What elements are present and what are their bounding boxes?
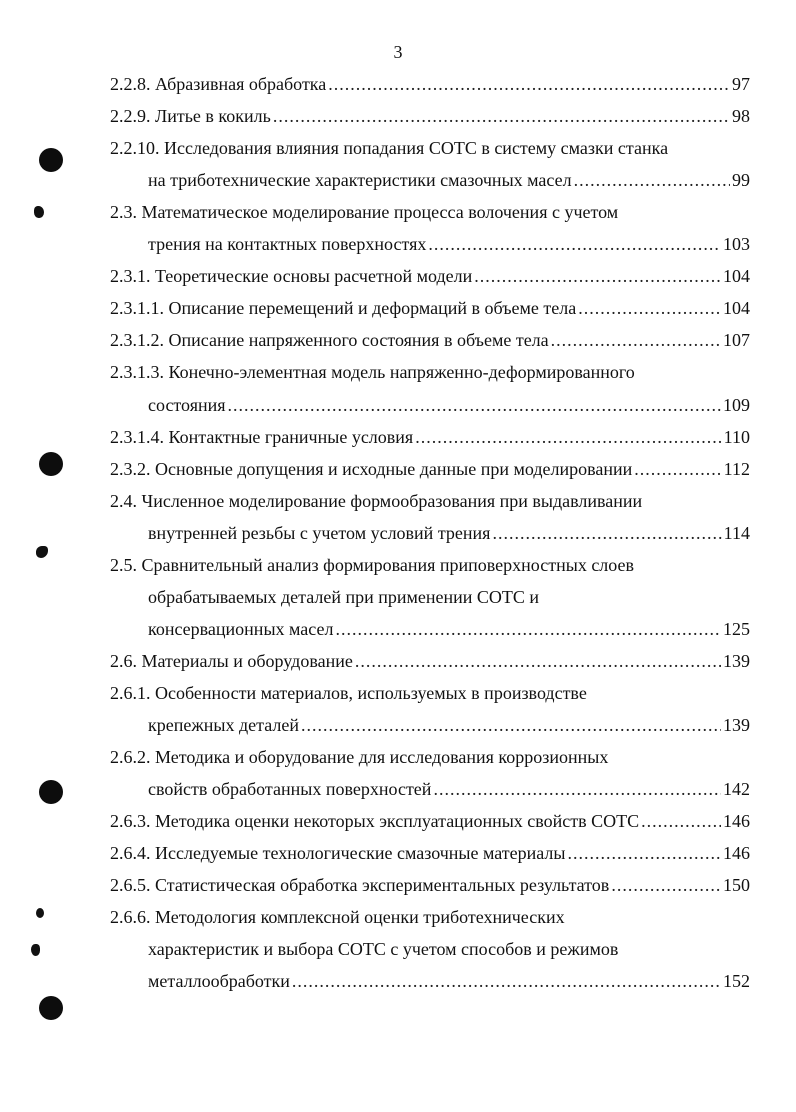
- toc-entry: [148, 969, 750, 993]
- toc-page-number: 152: [723, 971, 750, 992]
- toc-entry-title: 2.3.2. Основные допущения и исходные данные при моделировании: [110, 458, 633, 479]
- toc-page-number: 125: [723, 618, 750, 639]
- punch-hole: [39, 148, 63, 172]
- toc-entry-title: 2.6.3. Методика оценки некоторых эксплуатационных свойств СОТС: [110, 811, 640, 832]
- toc-leader-dots: [292, 969, 721, 993]
- toc-page-number: 112: [723, 458, 750, 479]
- toc-entry-title: крепежных деталей: [148, 715, 300, 735]
- toc-entry-title: внутренней резьбы с учетом условий трения: [148, 522, 491, 543]
- toc-entry: [110, 296, 750, 320]
- toc-entry-title: 2.2.8. Абразивная обработка: [110, 74, 327, 94]
- toc-entry-title: 2.2.10. Исследования влияния попадания СОТС в систему смазки станка: [110, 138, 669, 159]
- toc-entry-title: свойств обработанных поверхностей: [148, 779, 432, 800]
- toc-leader-dots: [641, 809, 721, 833]
- punch-hole: [39, 996, 63, 1020]
- toc-entry: [148, 713, 750, 737]
- toc-entry-title: 2.3.1.4. Контактные граничные условия: [110, 426, 414, 447]
- toc-entry-title: трения на контактных поверхностях: [148, 234, 427, 255]
- toc-entry-line: [110, 745, 750, 769]
- toc-entry-line: [110, 360, 750, 384]
- toc-entry-line: [110, 681, 750, 705]
- toc-page-number: 104: [723, 298, 750, 319]
- toc-entry: [110, 104, 750, 128]
- toc-page-number: 97: [732, 74, 750, 94]
- toc-entry: [110, 328, 750, 352]
- toc-entry: [110, 841, 750, 865]
- scan-speck: [31, 944, 40, 956]
- toc-leader-dots: [578, 296, 721, 320]
- toc-entry-title: 2.6.4. Исследуемые технологические смазочные материалы: [110, 843, 566, 864]
- toc-entry-title: 2.3.1.2. Описание напряженного состояния в объеме тела: [110, 330, 549, 351]
- toc-entry-title: 2.4. Численное моделирование формообразования при выдавливании: [110, 490, 643, 511]
- toc-page-number: 107: [723, 330, 750, 351]
- toc-page-number: 104: [723, 266, 750, 287]
- toc-leader-dots: [415, 425, 721, 449]
- toc-entry-line: [110, 905, 750, 929]
- toc-page-number: 139: [723, 715, 750, 735]
- toc-entry: [148, 617, 750, 641]
- toc-entry-title: 2.6.6. Методология комплексной оценки триботехнических: [110, 907, 565, 928]
- toc-leader-dots: [428, 232, 721, 256]
- toc-page-number: 109: [723, 394, 750, 415]
- toc-page-number: 142: [723, 779, 750, 800]
- toc-entry: [148, 777, 750, 801]
- toc-entry-line: [110, 489, 750, 513]
- toc-entry: [148, 232, 750, 256]
- toc-leader-dots: [355, 649, 721, 673]
- toc-entry: [110, 425, 750, 449]
- toc-leader-dots: [574, 168, 730, 192]
- toc-entry-title: на триботехнические характеристики смазочных масел: [148, 170, 572, 191]
- toc-page-number: 114: [723, 522, 750, 543]
- toc-entry-title: консервационных масел: [148, 618, 334, 639]
- toc-entry-title: 2.3.1.1. Описание перемещений и деформаций в объеме тела: [110, 298, 577, 319]
- toc-leader-dots: [433, 777, 721, 801]
- toc-page-number: 99: [732, 170, 750, 191]
- toc-entry: [110, 264, 750, 288]
- toc-leader-dots: [474, 264, 721, 288]
- toc-page-number: 103: [723, 234, 750, 255]
- toc-entry-line: [110, 200, 750, 224]
- toc-leader-dots: [634, 457, 721, 481]
- toc-leader-dots: [301, 713, 721, 737]
- toc-entry-title: 2.6.1. Особенности материалов, используемых в производстве: [110, 682, 587, 703]
- toc-page-number: 146: [723, 811, 750, 832]
- toc-leader-dots: [335, 617, 721, 641]
- toc-entry: [110, 457, 750, 481]
- toc-entry-title: 2.3.1. Теоретические основы расчетной модели: [110, 266, 473, 287]
- toc-page-number: 110: [723, 426, 750, 447]
- toc-entry-title: 2.6.5. Статистическая обработка экспериментальных результатов: [110, 875, 610, 896]
- toc-leader-dots: [551, 328, 721, 352]
- toc-page-number: 98: [732, 106, 750, 127]
- toc-leader-dots: [328, 72, 730, 96]
- toc-entry-title: 2.3.1.3. Конечно-элементная модель напряженно-деформированного: [110, 362, 635, 383]
- toc-entry-title: состояния: [148, 394, 226, 415]
- toc-entry: [148, 168, 750, 192]
- toc-entry: [148, 393, 750, 417]
- toc-entry-line: [110, 553, 750, 577]
- toc-entry-title: 2.3. Математическое моделирование процесса волочения с учетом: [110, 202, 619, 223]
- toc-page-number: 150: [723, 875, 750, 896]
- toc-entry: [148, 521, 750, 545]
- toc-leader-dots: [611, 873, 721, 897]
- punch-hole: [39, 780, 63, 804]
- toc-entry: [110, 649, 750, 673]
- toc-entry-title: 2.6.2. Методика и оборудование для исследования коррозионных: [110, 747, 609, 768]
- toc-entry-line: [148, 937, 750, 961]
- toc-entry: [110, 873, 750, 897]
- toc-entry-line: [110, 136, 750, 160]
- punch-hole: [39, 452, 63, 476]
- toc-page-number: 146: [723, 843, 750, 864]
- scan-speck: [34, 206, 44, 218]
- toc-leader-dots: [228, 393, 721, 417]
- toc-page-number: 139: [723, 650, 750, 671]
- toc-leader-dots: [568, 841, 721, 865]
- toc-entry-title: обрабатываемых деталей при применении СОТС и: [148, 586, 540, 607]
- toc-entry-title: 2.5. Сравнительный анализ формирования приповерхностных слоев: [110, 554, 634, 575]
- toc-entry-line: [148, 585, 750, 609]
- toc-entry-title: 2.2.9. Литье в кокиль: [110, 106, 271, 127]
- toc-entry-title: металлообработки: [148, 971, 290, 992]
- page-number: 3: [393, 42, 403, 62]
- toc-entry-title: 2.6. Материалы и оборудование: [110, 650, 353, 671]
- scan-speck: [36, 908, 44, 918]
- toc-leader-dots: [492, 521, 721, 545]
- toc-entry-title: характеристик и выбора СОТС с учетом способов и режимов: [148, 939, 619, 960]
- toc-entry: [110, 72, 750, 96]
- toc-entry: [110, 809, 750, 833]
- toc-leader-dots: [273, 104, 730, 128]
